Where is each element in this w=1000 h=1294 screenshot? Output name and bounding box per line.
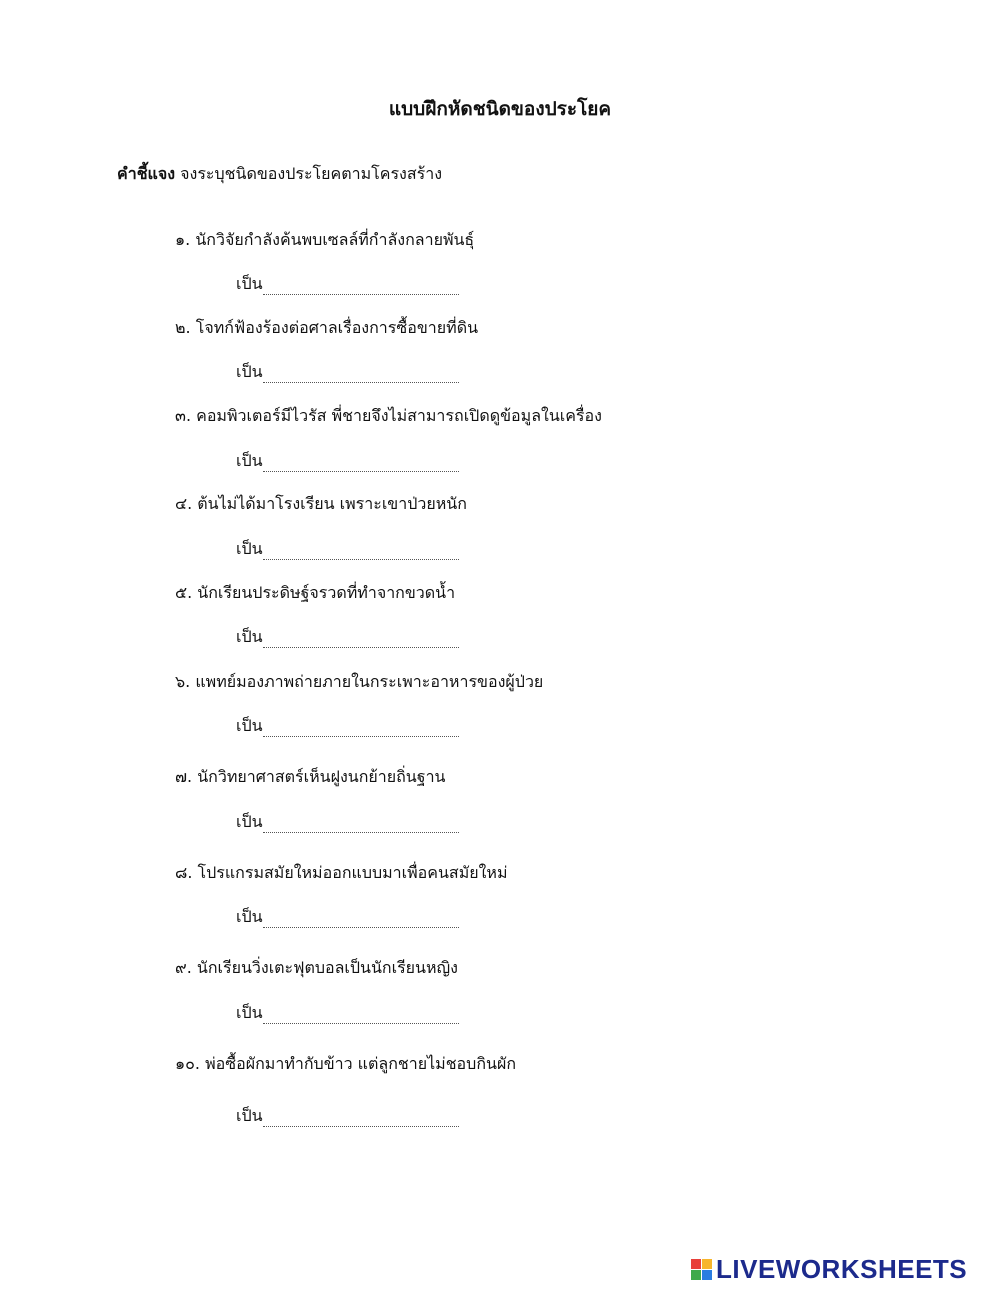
question-9: ๙. นักเรียนวิ่งเตะฟุตบอลเป็นนักเรียนหญิง [175, 958, 458, 977]
answer-input-7[interactable] [263, 814, 459, 833]
answer-prefix: เป็น [236, 539, 263, 558]
question-7: ๗. นักวิทยาศาสตร์เห็นฝูงนกย้ายถิ่นฐาน [175, 767, 446, 786]
answer-row-3 [236, 449, 459, 474]
brand-name: LIVEWORKSHEETS [716, 1253, 968, 1284]
answer-prefix: เป็น [236, 1003, 263, 1022]
answer-input-5[interactable] [263, 629, 459, 648]
answer-input-3[interactable] [263, 453, 459, 472]
question-6: ๖. แพทย์มองภาพถ่ายภายในกระเพาะอาหารของผู้ป่วย [175, 672, 544, 691]
answer-input-4[interactable] [263, 541, 459, 560]
answer-input-9[interactable] [263, 1005, 459, 1024]
answer-input-2[interactable] [263, 364, 459, 383]
answer-prefix: เป็น [236, 362, 263, 381]
instruction-label: คำชี้แจง [117, 164, 176, 183]
instruction [117, 162, 442, 187]
answer-input-8[interactable] [263, 909, 459, 928]
answer-row-6 [236, 714, 459, 739]
question-8: ๘. โปรแกรมสมัยใหม่ออกแบบมาเพื่อคนสมัยใหม่ [175, 863, 508, 882]
answer-row-7 [236, 810, 459, 835]
answer-row-2 [236, 360, 459, 385]
answer-input-1[interactable] [263, 276, 459, 295]
question-10: ๑๐. พ่อซื้อผักมาทำกับข้าว แต่ลูกชายไม่ชอบกินผัก [175, 1054, 516, 1073]
logo-icon [691, 1259, 712, 1280]
instruction-text: จงระบุชนิดของประโยคตามโครงสร้าง [175, 164, 443, 183]
answer-input-6[interactable] [263, 718, 459, 737]
answer-prefix: เป็น [236, 907, 263, 926]
answer-prefix: เป็น [236, 451, 263, 470]
answer-row-10 [236, 1104, 459, 1129]
liveworksheets-logo [691, 1254, 967, 1284]
question-2: ๒. โจทก์ฟ้องร้องต่อศาลเรื่องการซื้อขายที่ดิน [175, 318, 479, 337]
answer-input-10[interactable] [263, 1108, 459, 1127]
answer-prefix: เป็น [236, 627, 263, 646]
question-1: ๑. นักวิจัยกำลังค้นพบเซลล์ที่กำลังกลายพันธุ์ [175, 230, 475, 249]
worksheet-title: แบบฝึกหัดชนิดของประโยค [388, 98, 612, 120]
question-4: ๔. ต้นไม่ได้มาโรงเรียน เพราะเขาป่วยหนัก [175, 494, 467, 513]
answer-prefix: เป็น [236, 274, 263, 293]
question-3: ๓. คอมพิวเตอร์มีไวรัส พี่ชายจึงไม่สามารถเปิดดูข้อมูลในเครื่อง [175, 406, 602, 425]
answer-row-8 [236, 905, 459, 930]
answer-prefix: เป็น [236, 812, 263, 831]
answer-row-4 [236, 537, 459, 562]
answer-row-5 [236, 625, 459, 650]
answer-row-9 [236, 1001, 459, 1026]
answer-prefix: เป็น [236, 716, 263, 735]
question-5: ๕. นักเรียนประดิษฐ์จรวดที่ทำจากขวดน้ำ [175, 583, 456, 602]
answer-prefix: เป็น [236, 1106, 263, 1125]
answer-row-1 [236, 272, 459, 297]
